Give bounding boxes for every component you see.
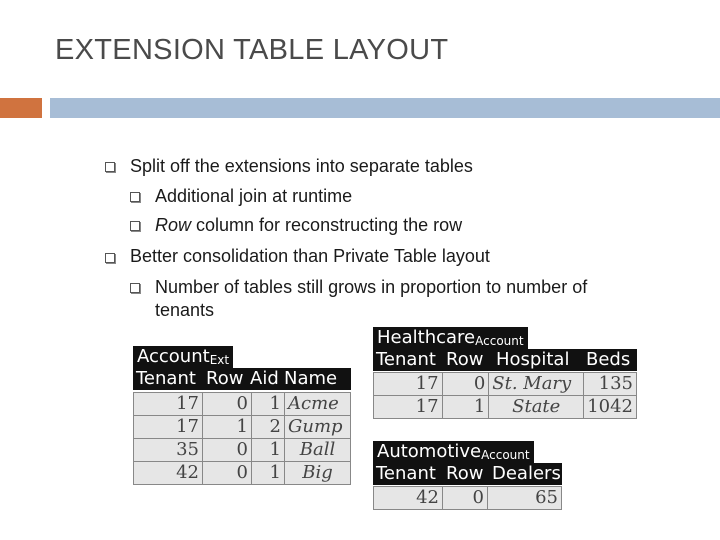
column-header: Name — [284, 368, 338, 389]
column-header: Aid — [250, 368, 279, 389]
table-cell: 65 — [488, 487, 562, 510]
bullet-item-continuation: tenants — [155, 300, 215, 320]
table-cell: 0 — [443, 487, 488, 510]
table-cell: 17 — [134, 393, 203, 416]
table-row — [134, 393, 351, 416]
table-cell: 1 — [252, 439, 285, 462]
table-row — [374, 373, 637, 396]
table-cell: 42 — [134, 462, 203, 485]
table-row — [374, 396, 637, 419]
table-row — [134, 439, 351, 462]
accent-bar-blue — [50, 98, 720, 118]
bullet-item: Better consolidation than Private Table layout — [130, 246, 490, 266]
table-subscript: Account — [475, 334, 524, 348]
table-cell: Big — [285, 462, 351, 485]
table-cell: Gump — [285, 416, 351, 439]
table-cell: 1 — [442, 396, 489, 419]
table-cell: 1 — [252, 462, 285, 485]
table-name: Account — [137, 346, 210, 367]
table-cell: 17 — [134, 416, 203, 439]
table-cell: 1 — [203, 416, 252, 439]
column-header: Tenant — [376, 349, 436, 370]
account-column-header-row — [133, 368, 351, 390]
column-header: Dealers — [492, 463, 561, 484]
square-bullet-icon — [130, 283, 140, 293]
bullet-item: Additional join at runtime — [155, 186, 353, 206]
healthcare-column-header-row — [373, 349, 637, 371]
table-cell: 1042 — [584, 396, 637, 419]
column-header: Beds — [586, 349, 631, 370]
column-header: Tenant — [136, 368, 196, 389]
bullet-text: column for reconstructing the row — [191, 215, 463, 235]
table-subscript: Account — [481, 448, 530, 462]
column-header: Row — [446, 349, 484, 370]
bullet-item — [155, 214, 462, 236]
square-bullet-icon — [105, 162, 115, 172]
table-name: Automotive — [377, 441, 482, 462]
table-name: Healthcare — [377, 327, 476, 348]
column-header: Row — [446, 463, 484, 484]
automotive-column-header-row — [373, 463, 562, 485]
table-cell: 1 — [252, 393, 285, 416]
bullet-emphasis: Row — [155, 215, 192, 235]
column-header: Hospital — [496, 349, 570, 370]
table-cell: 17 — [374, 373, 443, 396]
table-cell: State — [489, 396, 584, 419]
table-row — [134, 462, 351, 485]
table-cell: Ball — [285, 439, 351, 462]
table-row — [374, 487, 562, 510]
slide-title: EXTENSION TABLE LAYOUT — [55, 34, 449, 66]
square-bullet-icon — [105, 253, 115, 263]
square-bullet-icon — [130, 221, 140, 231]
table-cell: 2 — [252, 416, 285, 439]
bullet-item: Number of tables still grows in proportion to number of — [155, 277, 588, 297]
table-cell: 42 — [374, 487, 443, 510]
table-cell: Acme — [285, 393, 351, 416]
table-cell: 0 — [442, 373, 489, 396]
table-cell: 17 — [374, 396, 443, 419]
column-header: Tenant — [376, 463, 436, 484]
accent-bar-orange — [0, 98, 42, 118]
square-bullet-icon — [130, 192, 140, 202]
table-cell: 0 — [203, 462, 252, 485]
account-table — [133, 392, 351, 485]
column-header: Row — [206, 368, 244, 389]
automotive-table — [373, 486, 562, 510]
table-subscript: Ext — [209, 353, 230, 367]
table-cell: 35 — [134, 439, 203, 462]
table-cell: 135 — [584, 373, 637, 396]
healthcare-table — [373, 372, 637, 419]
table-cell: St. Mary — [489, 373, 584, 396]
table-cell: 0 — [203, 393, 252, 416]
bullet-item: Split off the extensions into separate tables — [130, 156, 473, 176]
table-cell: 0 — [203, 439, 252, 462]
table-row — [134, 416, 351, 439]
